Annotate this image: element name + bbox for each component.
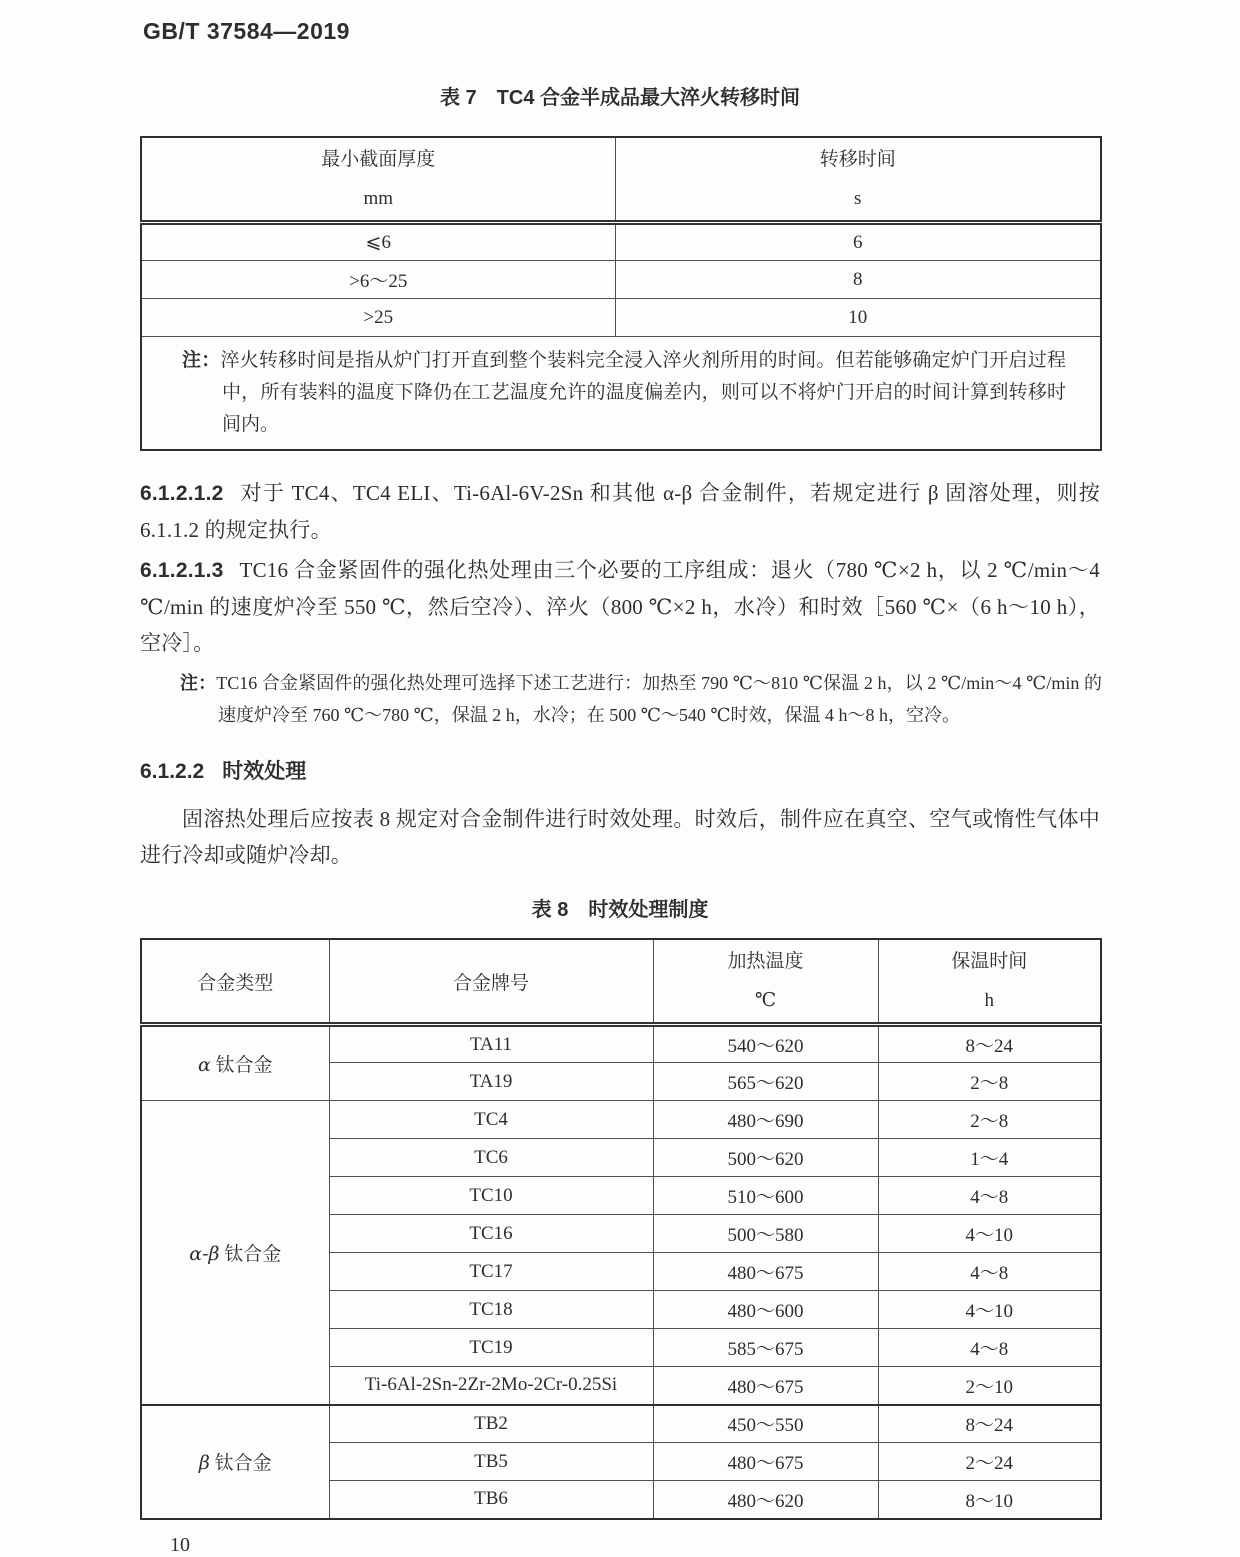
alloy-type-prefix: α-β bbox=[189, 1242, 220, 1265]
table8-title: 表 8 时效处理制度 bbox=[531, 899, 709, 921]
section-6122-number: 6.1.2.2 bbox=[140, 760, 205, 783]
table7-col-time-label: 转移时间 bbox=[819, 149, 896, 170]
table7-note-label: 注： bbox=[182, 350, 221, 371]
table7-time-value: 6 bbox=[615, 223, 1101, 261]
section-61213-text: TC16 合金紧固件的强化热处理由三个必要的工序组成：退火（780 ℃×2 h，以 2 ℃/min～4 ℃/min 的速度炉冷至 550 ℃，然后空冷）、淬火（800 ℃×2 h，水冷）和时效［560 ℃×（6 h～10 h），空冷］。 bbox=[140, 558, 1100, 655]
section-61213-note-text: TC16 合金紧固件的强化热处理可选择下述工艺进行：加热至 790 ℃～810 ℃保温 2 h，以 2 ℃/min～4 ℃/min 的速度炉冷至 760 ℃～780 ℃，保温 2 h，水冷；在 500 ℃～540 ℃时效，保温 4 h～8 h，空冷。 bbox=[216, 673, 1103, 725]
alloy-grade: TC6 bbox=[329, 1139, 653, 1177]
holding-time: 2～24 bbox=[878, 1443, 1101, 1481]
table8-col-time-header bbox=[878, 939, 1101, 1025]
document-standard-number: GB/T 37584—2019 bbox=[143, 18, 350, 44]
heating-temp: 510～600 bbox=[653, 1177, 878, 1215]
holding-time: 4～10 bbox=[878, 1215, 1101, 1253]
table7-col-thickness-label: 最小截面厚度 bbox=[321, 149, 436, 170]
table8-group-alpha bbox=[141, 1025, 329, 1101]
table7-col-time-unit: s bbox=[854, 188, 862, 209]
heating-temp: 500～620 bbox=[653, 1139, 878, 1177]
holding-time: 8～24 bbox=[878, 1025, 1101, 1063]
table8-header-row bbox=[141, 939, 1101, 1025]
page-number: 10 bbox=[170, 1533, 190, 1556]
heating-temp: 480～600 bbox=[653, 1291, 878, 1329]
alloy-grade: TB6 bbox=[329, 1481, 653, 1519]
alloy-grade: TA11 bbox=[329, 1025, 653, 1063]
table8-col-type-header: 合金类型 bbox=[141, 939, 329, 1025]
table7-thickness-value: ⩽6 bbox=[141, 223, 615, 261]
table-row bbox=[141, 261, 1101, 299]
table7-header-row bbox=[141, 137, 1101, 223]
table7-quench-transfer-time bbox=[140, 136, 1102, 451]
table7-col-thickness-unit: mm bbox=[363, 188, 394, 209]
section-6122-text: 固溶热处理后应按表 8 规定对合金制件进行时效处理。时效后，制件应在真空、空气或惰性气体中进行冷却或随炉冷却。 bbox=[140, 807, 1100, 867]
heating-temp: 480～675 bbox=[653, 1443, 878, 1481]
alloy-grade: TB2 bbox=[329, 1405, 653, 1443]
heating-temp: 480～675 bbox=[653, 1367, 878, 1405]
table7-title: 表 7 TC4 合金半成品最大淬火转移时间 bbox=[439, 87, 801, 109]
heating-temp: 540～620 bbox=[653, 1025, 878, 1063]
table7-col-time-header bbox=[615, 137, 1101, 223]
heating-temp: 565～620 bbox=[653, 1063, 878, 1101]
table7-thickness-value: >6～25 bbox=[141, 261, 615, 299]
alloy-grade: TC16 bbox=[329, 1215, 653, 1253]
alloy-grade: TA19 bbox=[329, 1063, 653, 1101]
table7-note-row bbox=[141, 337, 1101, 451]
holding-time: 8～10 bbox=[878, 1481, 1101, 1519]
table8-col-time-unit: h bbox=[984, 990, 994, 1011]
alloy-type-prefix: β bbox=[198, 1452, 210, 1474]
table-row bbox=[141, 1025, 1101, 1063]
section-61212-text: 对于 TC4、TC4 ELI、Ti-6Al-6V-2Sn 和其他 α-β 合金制件，若规定进行 β 固溶处理，则按 6.1.1.2 的规定执行。 bbox=[140, 481, 1100, 542]
alloy-type-label: 钛合金 bbox=[210, 1055, 273, 1076]
table8-col-grade-header: 合金牌号 bbox=[329, 939, 653, 1025]
alloy-type-prefix: α bbox=[197, 1054, 211, 1076]
table8-col-temp-label: 加热温度 bbox=[727, 951, 804, 972]
section-61213-number: 6.1.2.1.3 bbox=[140, 559, 224, 582]
table-row bbox=[141, 1405, 1101, 1443]
table-row bbox=[141, 223, 1101, 261]
alloy-grade: TC19 bbox=[329, 1329, 653, 1367]
section-61213-note bbox=[180, 667, 1102, 731]
table8-group-alpha-beta bbox=[141, 1101, 329, 1405]
alloy-grade: TC4 bbox=[329, 1101, 653, 1139]
holding-time: 4～8 bbox=[878, 1329, 1101, 1367]
table8-col-temp-unit: ℃ bbox=[754, 990, 777, 1011]
alloy-grade: TC17 bbox=[329, 1253, 653, 1291]
holding-time: 2～10 bbox=[878, 1367, 1101, 1405]
table-row bbox=[141, 299, 1101, 337]
section-6122-title: 时效处理 bbox=[222, 760, 307, 783]
table8-col-time-label: 保温时间 bbox=[951, 951, 1028, 972]
section-61213-paragraph bbox=[140, 552, 1100, 661]
section-61212-paragraph bbox=[140, 475, 1100, 548]
table7-time-value: 8 bbox=[615, 261, 1101, 299]
table7-note bbox=[141, 337, 1101, 451]
table7-col-thickness-header bbox=[141, 137, 615, 223]
heating-temp: 480～675 bbox=[653, 1253, 878, 1291]
heating-temp: 480～620 bbox=[653, 1481, 878, 1519]
alloy-type-label: 钛合金 bbox=[209, 1453, 272, 1474]
alloy-grade: TC18 bbox=[329, 1291, 653, 1329]
alloy-type-label: 钛合金 bbox=[219, 1243, 282, 1265]
table7-time-value: 10 bbox=[615, 299, 1101, 337]
holding-time: 4～10 bbox=[878, 1291, 1101, 1329]
table7-thickness-value: >25 bbox=[141, 299, 615, 337]
heating-temp: 585～675 bbox=[653, 1329, 878, 1367]
table7-note-text: 淬火转移时间是指从炉门打开直到整个装料完全浸入淬火剂所用的时间。但若能够确定炉门开启过程中，所有装料的温度下降仍在工艺温度允许的温度偏差内，则可以不将炉门开启的时间计算到转移时间内。 bbox=[220, 350, 1066, 435]
holding-time: 4～8 bbox=[878, 1177, 1101, 1215]
holding-time: 2～8 bbox=[878, 1063, 1101, 1101]
alloy-grade: TC10 bbox=[329, 1177, 653, 1215]
section-6122-paragraph bbox=[140, 801, 1100, 873]
holding-time: 8～24 bbox=[878, 1405, 1101, 1443]
table8-group-beta bbox=[141, 1405, 329, 1519]
table-row bbox=[141, 1101, 1101, 1139]
holding-time: 2～8 bbox=[878, 1101, 1101, 1139]
heating-temp: 450～550 bbox=[653, 1405, 878, 1443]
section-61213-note-label: 注： bbox=[180, 673, 217, 693]
heating-temp: 500～580 bbox=[653, 1215, 878, 1253]
table8-aging-treatment bbox=[140, 938, 1102, 1520]
table8-col-temp-header bbox=[653, 939, 878, 1025]
section-6122-heading bbox=[140, 755, 1100, 785]
alloy-grade: TB5 bbox=[329, 1443, 653, 1481]
alloy-grade: Ti-6Al-2Sn-2Zr-2Mo-2Cr-0.25Si bbox=[329, 1367, 653, 1405]
holding-time: 1～4 bbox=[878, 1139, 1101, 1177]
heating-temp: 480～690 bbox=[653, 1101, 878, 1139]
holding-time: 4～8 bbox=[878, 1253, 1101, 1291]
section-61212-number: 6.1.2.1.2 bbox=[140, 482, 224, 505]
